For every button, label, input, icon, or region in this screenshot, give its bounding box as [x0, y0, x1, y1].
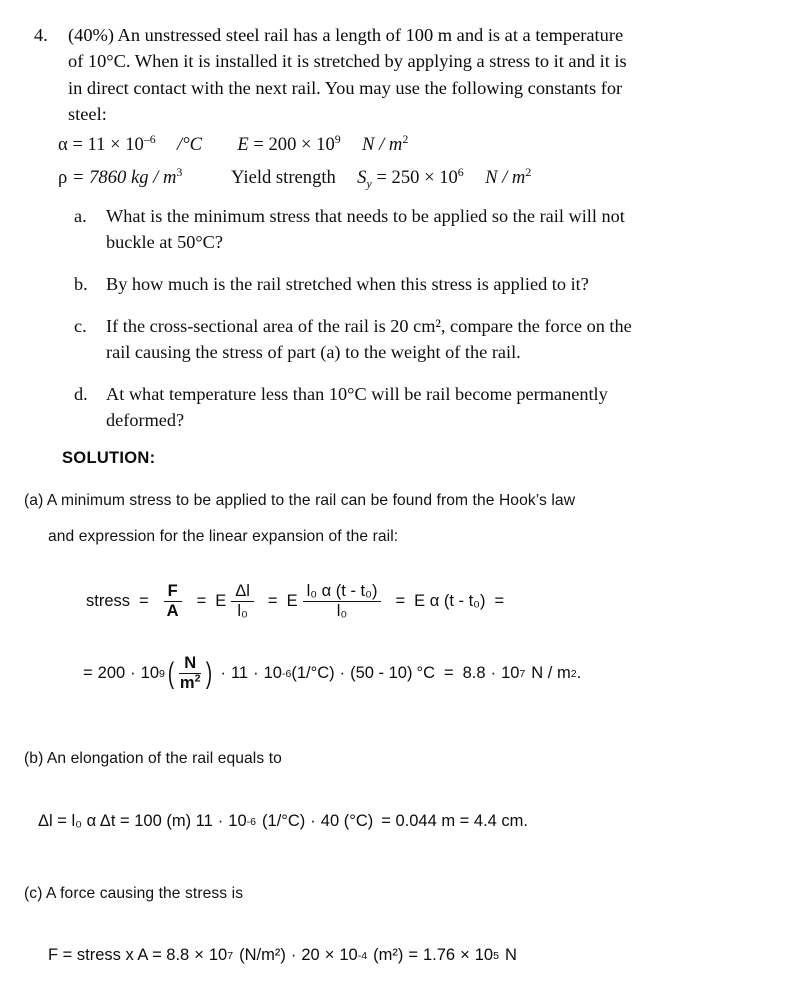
given-constants	[58, 128, 531, 194]
yield-strength-subscript: y	[366, 176, 372, 191]
subquestion-d-line-1: At what temperature less than 10°C will be rail become permanently	[106, 384, 608, 404]
solution-heading: SOLUTION:	[62, 449, 156, 467]
subquestion-d-line-2: deformed?	[106, 410, 185, 430]
unit-denominator-meter-squared: $m^2$	[179, 672, 201, 693]
alpha-value: = 11 × 10	[72, 134, 144, 155]
fraction-numerator-delta-l: Δl	[231, 583, 254, 602]
equals-sign-force-result: =	[408, 946, 418, 964]
yield-strength-exponent: 6	[457, 164, 464, 179]
force-coefficient-2: 20	[301, 946, 320, 964]
force-units-1: (N/m²)	[239, 946, 286, 964]
multiplication-dot-1: ·	[130, 664, 136, 683]
subquestion-a-body	[106, 203, 774, 255]
yield-strength-label: Yield strength	[231, 167, 336, 188]
alpha-symbol: α	[58, 134, 68, 155]
unit-numerator-newton: N	[179, 655, 201, 674]
rho-value: = 7860 kg / m	[71, 167, 177, 188]
equation-force: F = stress x A = 8.8 × 10 7 (N/m²) · 20 × 10 -4 (m²) = 1.76 × 10 5 N	[48, 946, 517, 964]
subquestion-c-line-2: rail causing the stress of part (a) to the weight of the rail.	[106, 342, 521, 362]
subquestion-d-body	[106, 381, 774, 433]
solution-part-a-line-1: (a) A minimum stress to be applied to the rail can be found from the Hook’s law	[24, 492, 576, 509]
force-result-unit: N	[504, 946, 517, 964]
units-parenthesis-group-1	[168, 655, 213, 693]
force-power-base-2: 10	[339, 946, 358, 964]
multiplication-dot-3: ·	[253, 664, 259, 683]
youngs-modulus-exponent: 9	[334, 131, 341, 146]
result-coefficient: 8.8	[462, 664, 486, 683]
youngs-modulus-value: = 200 × 10	[253, 134, 335, 155]
coefficient-11: 11	[230, 664, 249, 683]
power-base-2: 10	[263, 664, 282, 683]
solution-part-a-line-2: and expression for the linear expansion of the rail:	[48, 528, 399, 545]
multiplication-dot-5: ·	[490, 664, 497, 683]
elongation-lhs: Δl = l₀ α Δt = 100 (m) 11	[38, 812, 213, 830]
subquestion-a-line-2: buckle at 50°C?	[106, 232, 223, 252]
fraction-denominator-l0-2: l₀	[336, 602, 348, 621]
fraction-denominator-l0: l₀	[237, 602, 248, 621]
alpha-units: /°C	[177, 134, 203, 155]
fraction-numerator-force: F	[164, 583, 182, 602]
problem-line-4	[30, 101, 770, 127]
subquestion-list	[62, 203, 774, 449]
problem-line-3	[30, 75, 770, 101]
left-paren-icon: (	[167, 656, 175, 690]
power-base-1: 10	[140, 664, 160, 683]
problem-line-2	[30, 48, 770, 74]
subquestion-c	[62, 313, 774, 365]
yield-strength-units-exponent: 2	[525, 164, 532, 179]
subquestion-c-letter: c.	[74, 316, 87, 336]
multiplication-dot-b1: ·	[217, 812, 224, 830]
force-lhs: F = stress x A = 8.8	[48, 946, 190, 964]
fraction-force-over-area	[163, 583, 183, 621]
problem-statement	[30, 22, 770, 127]
problem-text-line-4: steel:	[68, 103, 107, 124]
problem-line-1	[30, 22, 770, 48]
subquestion-a	[62, 203, 774, 255]
fraction-delta-l-over-l0	[231, 583, 254, 621]
yield-strength-units: N / m	[485, 167, 526, 188]
subquestion-b-body	[106, 271, 774, 297]
youngs-modulus-units: N / m	[362, 134, 403, 155]
subquestion-d-letter: d.	[74, 384, 88, 404]
elongation-result: = 0.044 m = 4.4 cm.	[381, 812, 528, 830]
alpha-exponent: –6	[143, 131, 156, 146]
subquestion-a-letter: a.	[74, 206, 87, 226]
subquestion-d	[62, 381, 774, 433]
equals-sign-2: =	[196, 592, 207, 611]
problem-text-line-1: (40%) An unstressed steel rail has a length of 100 m and is at a temperature	[68, 25, 624, 45]
result-power-base: 10	[501, 664, 520, 683]
subquestion-a-line-1: What is the minimum stress that needs to be applied so the rail will not	[106, 206, 625, 226]
fraction-numerator-expansion: l₀ α (t - t₀)	[303, 583, 382, 602]
constants-line-2	[58, 161, 531, 194]
subquestion-c-line-1: If the cross-sectional area of the rail is 20 cm², compare the force on the	[106, 316, 632, 336]
multiplication-dot-2: ·	[220, 664, 226, 683]
force-result-coefficient: 1.76	[422, 946, 456, 964]
modulus-symbol-2: E	[286, 592, 298, 611]
problem-text-line-2: of 10°C. When it is installed it is stretched by applying a stress to it and it is	[68, 51, 627, 72]
youngs-modulus-symbol: E	[237, 134, 249, 155]
inverse-celsius-term: (1/°C)	[291, 664, 335, 683]
equation-stress-numeric: = 200 · 10 9 ( $\frac{N}{m^2}$ ) · 11 · 10 -6 (1/°C) · (50 - 10) °C = 8.8 · 10 7 N / m 2 .	[78, 655, 581, 693]
multiplication-sign-c3: ×	[460, 946, 470, 964]
sentence-period: .	[576, 664, 582, 683]
constants-line-1	[58, 128, 531, 161]
rho-exponent: 3	[176, 164, 183, 179]
result-units: N / m	[531, 664, 571, 683]
force-units-2: (m²)	[373, 946, 404, 964]
stress-label: stress	[86, 592, 131, 611]
solution-part-b-line-1: (b) An elongation of the rail equals to	[24, 750, 282, 767]
modulus-symbol-1: E	[215, 592, 227, 611]
multiplication-sign-c2: ×	[324, 946, 335, 964]
force-power-base-1: 10	[208, 946, 228, 964]
yield-strength-symbol: S	[357, 167, 367, 188]
equals-sign-1: =	[139, 592, 149, 611]
equals-sign-numeric: =	[83, 664, 93, 683]
subquestion-c-body	[106, 313, 774, 365]
multiplication-dot-b2: ·	[310, 812, 316, 830]
elongation-power-base-1: 10	[228, 812, 247, 830]
rho-symbol: ρ	[58, 167, 68, 188]
problem-number: 4.	[34, 25, 48, 45]
youngs-modulus-units-exponent: 2	[402, 131, 409, 146]
fraction-denominator-area: A	[166, 602, 179, 621]
multiplication-dot-c1: ·	[290, 946, 297, 964]
equals-sign-result: =	[443, 664, 454, 683]
equals-sign-5: =	[494, 592, 505, 611]
equation-elongation: Δl = l₀ α Δt = 100 (m) 11 · 10 -6 (1/°C) · 40 (°C) = 0.044 m = 4.4 cm.	[38, 812, 528, 830]
multiplication-sign-c1: ×	[194, 946, 204, 964]
equals-sign-3: =	[267, 592, 278, 611]
temperature-difference-term: (50 - 10)	[350, 664, 413, 683]
force-result-power-base: 10	[474, 946, 494, 964]
fraction-expansion	[303, 583, 382, 621]
subquestion-b-letter: b.	[74, 274, 88, 294]
yield-strength-value: = 250 × 10	[376, 167, 458, 188]
subquestion-b	[62, 271, 774, 297]
problem-text-line-3: in direct contact with the next rail. You may use the following constants for	[68, 77, 623, 98]
elongation-temperature-term: 40 (°C)	[320, 812, 374, 830]
elongation-inverse-celsius: (1/°C)	[262, 812, 306, 830]
subquestion-b-line-1: By how much is the rail stretched when this stress is applied to it?	[106, 274, 589, 294]
right-paren-icon: )	[206, 656, 213, 690]
equals-sign-4: =	[395, 592, 406, 611]
simplified-expression: E α (t - t₀)	[414, 592, 486, 611]
solution-part-c-line-1: (c) A force causing the stress is	[24, 885, 244, 902]
units-newton-per-square-meter	[175, 655, 206, 693]
multiplication-dot-4: ·	[339, 664, 346, 683]
equation-stress-symbolic	[86, 583, 513, 621]
coefficient-200: 200	[97, 664, 126, 683]
temperature-unit-celsius: °C	[416, 664, 435, 683]
